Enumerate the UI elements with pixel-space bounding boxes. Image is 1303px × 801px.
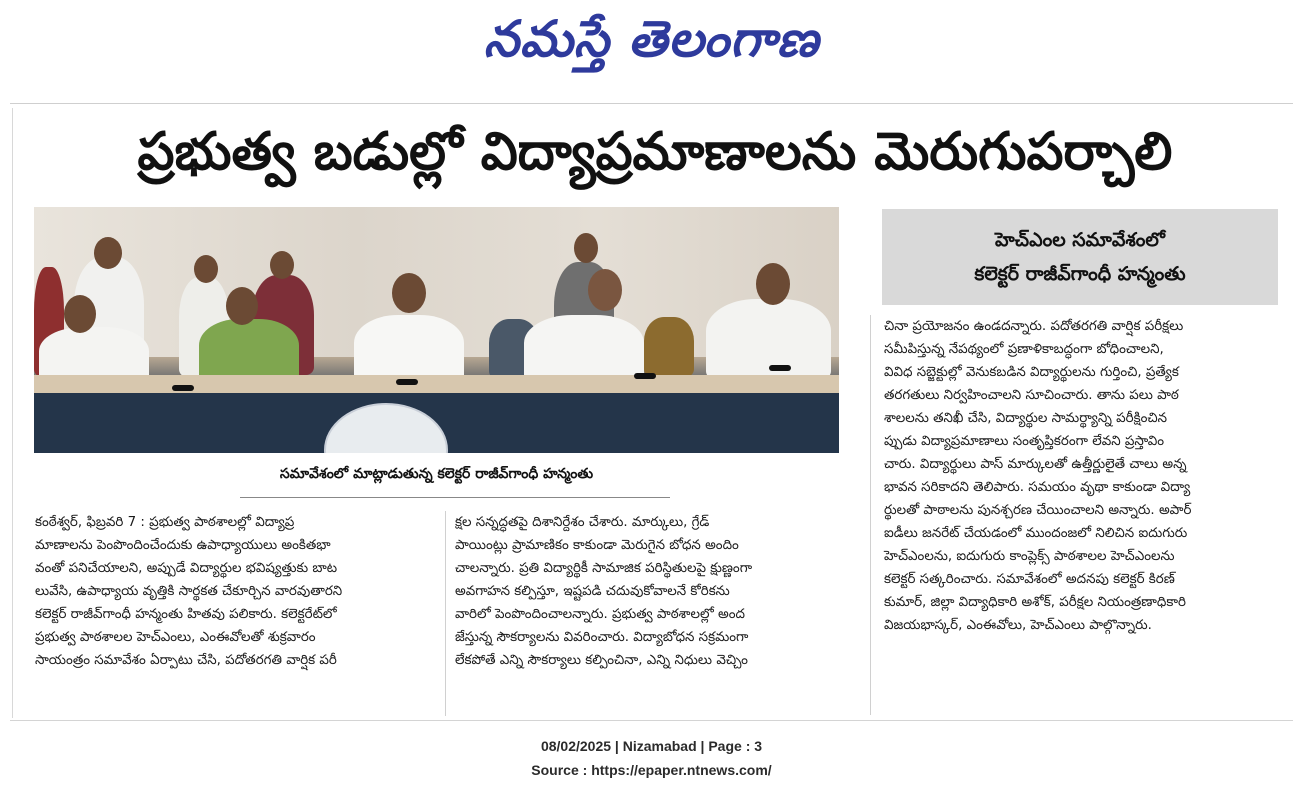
meeting-photo [34, 207, 839, 453]
photo-person-head [226, 287, 258, 325]
highlight-box [882, 209, 1278, 305]
photo-person-head [64, 295, 96, 333]
photo-microphone [634, 373, 656, 379]
article-column-2: క్షల సన్నద్ధతపై దిశానిర్దేశం చేశారు. మార్కులు, గ్రేడ్ పాయింట్లు ప్రామాణికం కాకుండా మెరుగైన బోధన అందిం చాలన్నారు. ప్రతి విద్యార్థికీ సామాజిక పరిస్థితులపై క్షుణ్ణంగా అవగాహన కల్పిస్తూ, ఇష్టపడి చదువుకోవాలనే కోరికను వారిలో పెంపొందించాలన్నారు. ప్రభుత్వ పాఠశాలల్లో అంద జేస్తున్న సౌకర్యాలను వివరించారు. విద్యాబోధన సక్రమంగా లేకపోతే ఎన్ని సౌకర్యాలు కల్పించినా, ఎన్ని నిధులు వెచ్చిం [455, 515, 753, 668]
photo-person-head [392, 273, 426, 313]
masthead-logo: నమస్తే తెలంగాణ [483, 9, 820, 68]
photo-person-head [94, 237, 122, 269]
article-column-3: చినా ప్రయోజనం ఉండదన్నారు. పదోతరగతి వార్షిక పరీక్షలు సమీపిస్తున్న నేపథ్యంలో ప్రణాళికాబద్ధంగా బోధించాలని, వివిధ సబ్జెక్టుల్లో వెనుకబడిన విద్యార్థులను గుర్తించి, ప్రత్యేక తరగతులు నిర్వహించాలని సూచించారు. తాను పలు పాఠ శాలలను తనిఖీ చేసి, విద్యార్థుల సామర్థ్యాన్ని పరీక్షించిన ప్పుడు విద్యాప్రమాణాలు సంతృప్తికరంగా లేవని ప్రస్తావిం చారు. విద్యార్థులు పాస్ మార్కులతో ఉత్తీర్ణులైతే చాలు అన్న భావన సరికాదని తెలిపారు. సమయం వృథా కాకుండా విద్యా ర్థులతో పాఠాలను పునశ్చరణ చేయించాలని అన్నారు. అపార్ ఐడీలు జనరేట్ చేయడంలో ముందంజలో నిలిచిన ఐదుగురు హెచ్‌ఎంలను, ఐదుగురు కాంప్లెక్స్ పాఠశాలల హెచ్‌ఎంలను కలెక్టర్ సత్కరించారు. సమావేశంలో అదనపు కలెక్టర్ కిరణ్ కుమార్, జిల్లా విద్యాధికారి అశోక్, పరీక్షల నియంత్రణాధికారి విజయభాస్కర్, ఎంఈవోలు, హెచ్‌ఎంలు పాల్గొన్నారు. [884, 319, 1192, 633]
photo-person-head [588, 269, 622, 311]
photo-person-head [194, 255, 218, 283]
photo-microphone [769, 365, 791, 371]
photo-microphone [396, 379, 418, 385]
footer-divider [10, 720, 1293, 721]
caption-underline [240, 497, 670, 498]
column-divider [870, 315, 871, 715]
photo-person [644, 317, 694, 377]
footer-source: Source : https://epaper.ntnews.com/ [531, 762, 772, 778]
page-edge [12, 108, 13, 718]
photo-person-head [756, 263, 790, 305]
photo-person-head [574, 233, 598, 263]
photo-microphone [172, 385, 194, 391]
column-divider [445, 511, 446, 716]
photo-person-head [270, 251, 294, 279]
highlight-line-1: హెచ్‌ఎంల సమావేశంలో [995, 229, 1165, 251]
photo-table-top [34, 375, 839, 393]
footer-date-edition: 08/02/2025 | Nizamabad | Page : 3 [540, 738, 763, 754]
article-column-1: కంఠేశ్వర్, ఫిబ్రవరి 7 : ప్రభుత్వ పాఠశాలల్లో విద్యాప్ర మాణాలను పెంపొందించేందుకు ఉపాధ్యాయులు అంకితభా వంతో పనిచేయాలని, అప్పుడే విద్యార్థుల భవిష్యత్తుకు బాట లువేసి, ఉపాధ్యాయ వృత్తికి సార్థకత చేకూర్చిన వారవుతారని కలెక్టర్ రాజీవ్‌గాంధీ హన్మంతు హితవు పలికారు. కలెక్టరేట్‌లో ప్రభుత్వ పాఠశాలల హెచ్‌ఎంలు, ఎంఈవోలతో శుక్రవారం సాయంత్రం సమావేశం ఏర్పాటు చేసి, పదోతరగతి వార్షిక పరీ [35, 515, 343, 668]
photo-caption: సమావేశంలో మాట్లాడుతున్న కలెక్టర్ రాజీవ్‌గాంధీ హన్మంతు [279, 466, 594, 482]
top-divider [10, 103, 1293, 104]
article-headline: ప్రభుత్వ బడుల్లో విద్యాప్రమాణాలను మెరుగుపర్చాలి [137, 121, 1173, 182]
highlight-line-2: కలెక్టర్ రాజీవ్‌గాంధీ హన్మంతు [974, 263, 1186, 285]
